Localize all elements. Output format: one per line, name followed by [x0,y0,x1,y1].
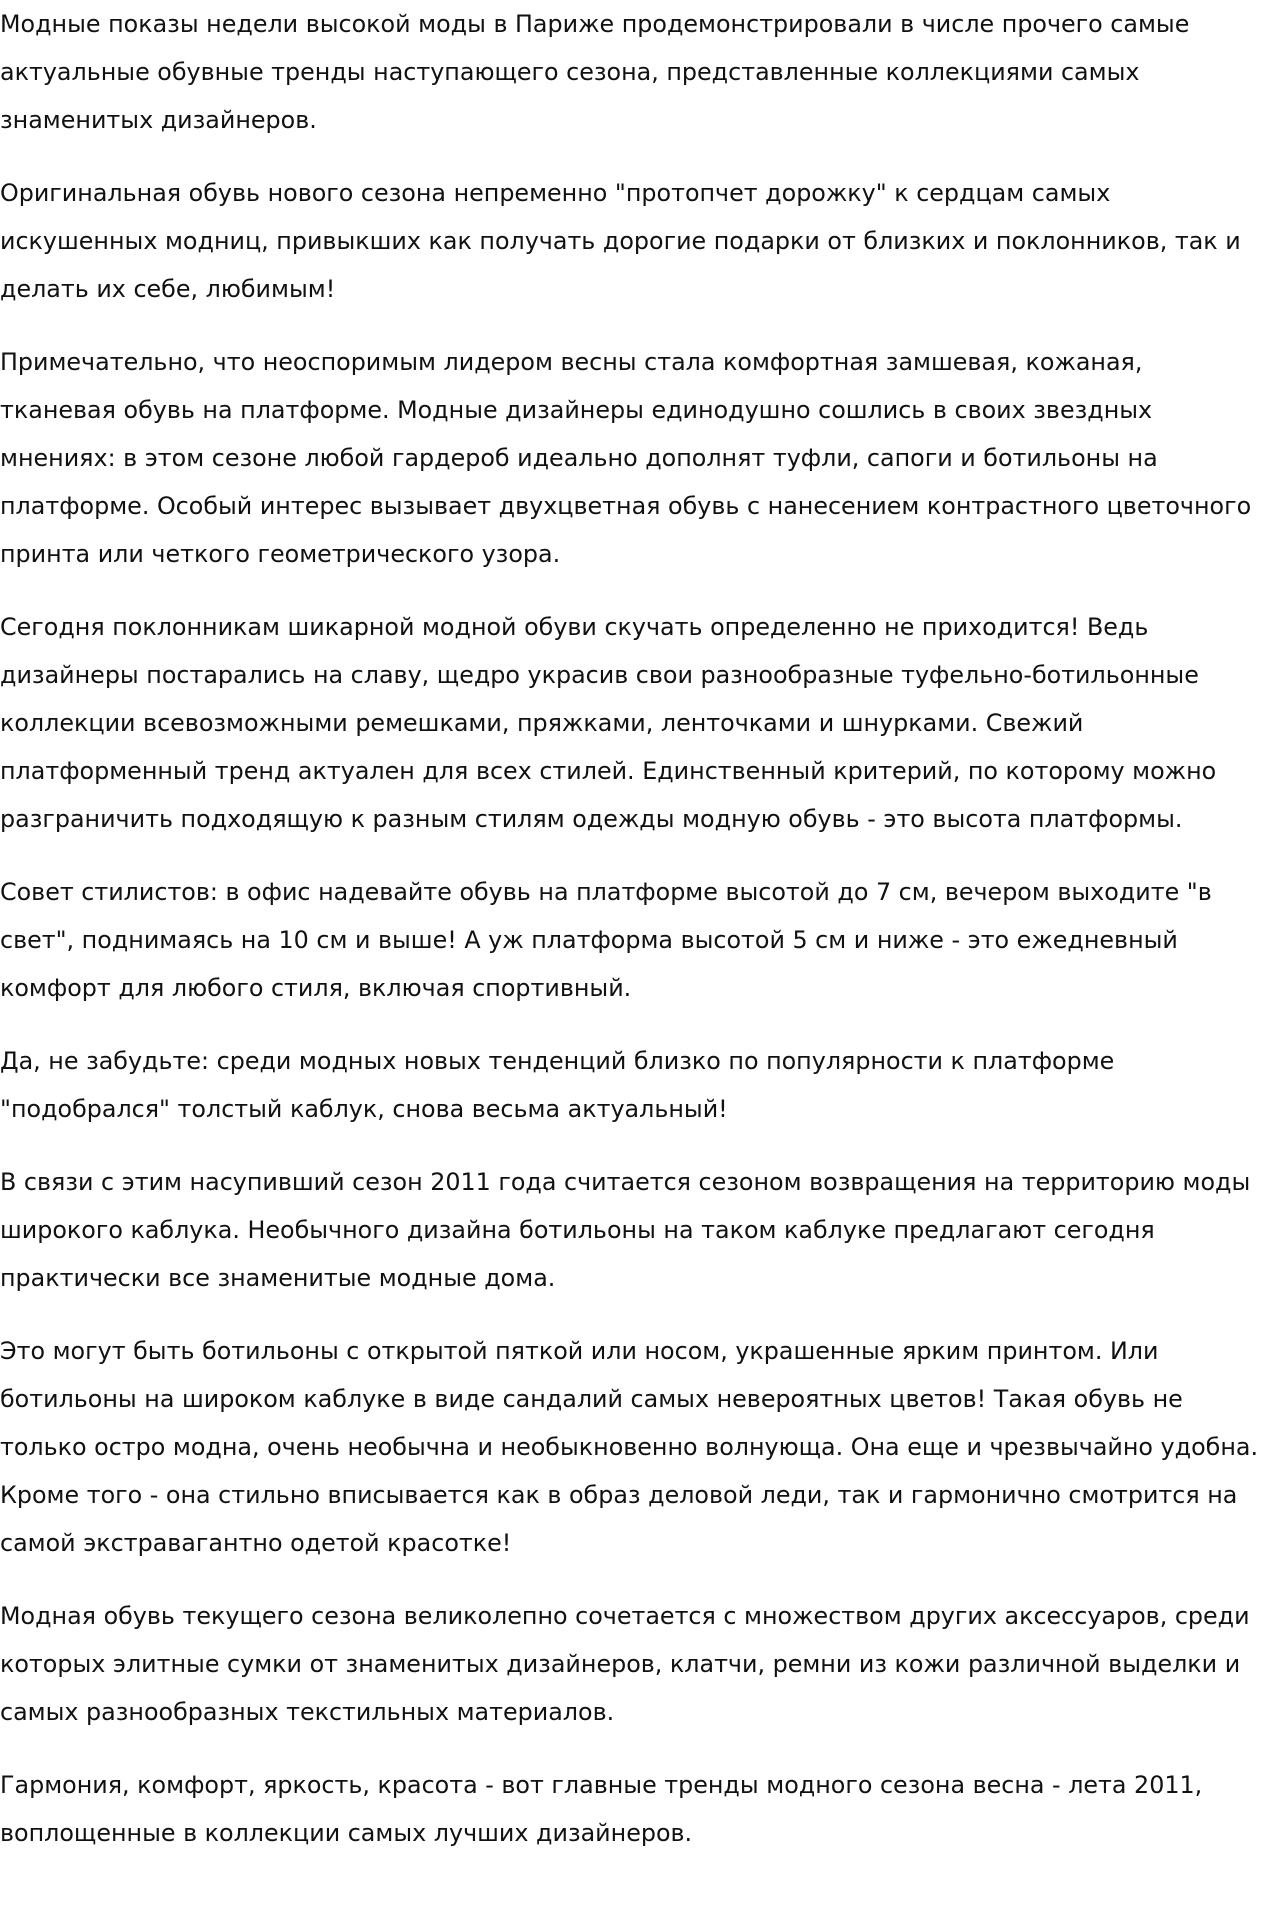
paragraph-5: Совет стилистов: в офис надевайте обувь на платформе высотой до 7 см, вечером выходите "в свет", поднимаясь на 10 см и выше! А уж платформа высотой 5 см и ниже - это ежедневный комфорт для любого стиля, включая спортивный. [0,878,1212,1002]
paragraph-3: Примечательно, что неоспоримым лидером весны стала комфортная замшевая, кожаная, тканевая обувь на платформе. Модные дизайнеры единодушно сошлись в своих звездных мнениях: в этом сезоне любой гардероб идеально дополнят туфли, сапоги и ботильоны на платформе. Особый интерес вызывает двухцветная обувь с нанесением контрастного цветочного принта или четкого геометрического узора. [0,348,1252,568]
paragraph-8: Это могут быть ботильоны с открытой пяткой или носом, украшенные ярким принтом. Или ботильоны на широком каблуке в виде сандалий самых невероятных цветов! Такая обувь не только остро модна, очень необычна и необыкновенно волнующа. Она еще и чрезвычайно удобна. Кроме того - она стильно вписывается как в образ деловой леди, так и гармонично смотрится на самой экстравагантно одетой красотке! [0,1337,1259,1557]
paragraph-6: Да, не забудьте: среди модных новых тенденций близко по популярности к платформе "подобрался" толстый каблук, снова весьма актуальный! [0,1047,1115,1123]
paragraph-7: В связи с этим насупивший сезон 2011 года считается сезоном возвращения на территорию моды широкого каблука. Необычного дизайна ботильоны на таком каблуке предлагают сегодня практически все знаменитые модные дома. [0,1168,1251,1292]
paragraph-2: Оригинальная обувь нового сезона непременно "протопчет дорожку" к сердцам самых искушенных модниц, привыкших как получать дорогие подарки от близких и поклонников, так и делать их себе, любимым! [0,179,1241,303]
paragraph-10: Гармония, комфорт, яркость, красота - вот главные тренды модного сезона весна - лета 2011, воплощенные в коллекции самых лучших дизайнеров. [0,1771,1203,1847]
paragraph-9: Модная обувь текущего сезона великолепно сочетается с множеством других аксессуаров, среди которых элитные сумки от знаменитых дизайнеров, клатчи, ремни из кожи различной выделки и самых разнообразных текстильных материалов. [0,1602,1250,1726]
paragraph-4: Сегодня поклонникам шикарной модной обуви скучать определенно не приходится! Ведь дизайнеры постарались на славу, щедро украсив свои разнообразные туфельно-ботильонные коллекции всевозможными ремешками, пряжками, ленточками и шнурками. Свежий платформенный тренд актуален для всех стилей. Единственный критерий, по которому можно разграничить подходящую к разным стилям одежды модную обувь - это высота платформы. [0,613,1217,833]
paragraph-1: Модные показы недели высокой моды в Париже продемонстрировали в числе прочего самые актуальные обувные тренды наступающего сезона, представленные коллекциями самых знаменитых дизайнеров. [0,10,1190,134]
